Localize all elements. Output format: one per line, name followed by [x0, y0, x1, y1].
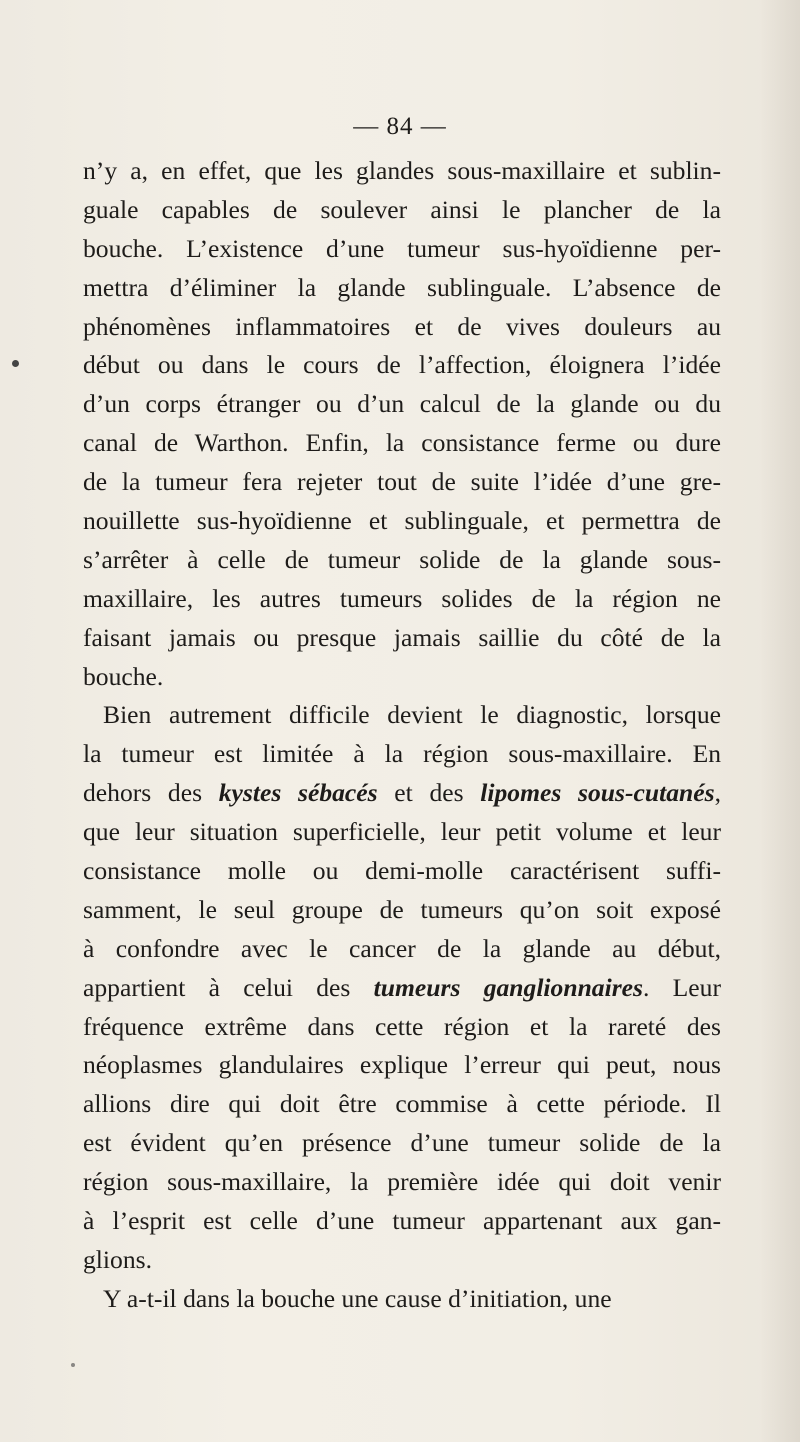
text-segment: néoplasmes glandulaires explique l’erreur qui peut, nous [83, 1050, 721, 1080]
page-edge-shadow [760, 0, 800, 1442]
text-line [83, 774, 721, 813]
text-segment: de la tumeur fera rejeter tout de suite l’idée d’une gre- [83, 467, 721, 497]
text-segment: samment, le seul groupe de tumeurs qu’on soit exposé [83, 894, 721, 924]
text-line [83, 191, 721, 230]
text-segment: Bien autrement difficile devient le diagnostic, lorsque [103, 700, 721, 730]
text-segment: appartient à celui des [83, 972, 374, 1002]
text-segment: n’y a, en effet, que les glandes sous-maxillaire et sublin- [83, 156, 721, 185]
text-line [83, 735, 721, 774]
text-segment: faisant jamais ou presque jamais saillie du côté de la [83, 622, 721, 652]
text-segment: Y a-t-il dans la bouche une cause d’initiation, une [103, 1283, 612, 1313]
text-segment: est évident qu’en présence d’une tumeur solide de la [83, 1128, 721, 1158]
text-line [83, 1046, 721, 1085]
text-segment: guale capables de soulever ainsi le plancher de la [83, 194, 721, 224]
text-segment: d’un corps étranger ou d’un calcul de la glande ou du [83, 389, 721, 419]
text-line [83, 424, 721, 463]
text-segment: dehors des [83, 778, 219, 808]
text-line [83, 346, 721, 385]
text-segment: maxillaire, les autres tumeurs solides de la région ne [83, 583, 721, 613]
text-segment: glions. [83, 1244, 152, 1274]
text-segment: s’arrêter à celle de tumeur solide de la glande sous- [83, 544, 721, 574]
ink-spot [71, 1363, 75, 1367]
text-line [83, 230, 721, 269]
text-segment: fréquence extrême dans cette région et la rareté des [83, 1011, 721, 1041]
text-segment: allions dire qui doit être commise à cette période. Il [83, 1089, 721, 1119]
text-segment: région sous-maxillaire, la première idée qui doit venir [83, 1167, 721, 1197]
text-line [83, 541, 721, 580]
text-line [83, 813, 721, 852]
text-line [83, 1280, 721, 1319]
text-line [83, 1202, 721, 1241]
text-line [83, 658, 721, 697]
text-line [83, 1241, 721, 1280]
text-line [83, 1085, 721, 1124]
page-number: — 84 — [353, 113, 447, 140]
text-segment: et des [377, 778, 481, 808]
text-line [83, 930, 721, 969]
text-line [83, 152, 721, 191]
text-line [83, 580, 721, 619]
body-text [83, 152, 721, 1319]
ink-spot [12, 360, 19, 367]
text-line [83, 852, 721, 891]
text-line [83, 385, 721, 424]
text-segment: canal de Warthon. Enfin, la consistance ferme ou dure [83, 428, 721, 458]
text-segment: . Leur [643, 972, 721, 1002]
text-segment: que leur situation superficielle, leur petit volume et leur [83, 817, 721, 847]
text-line [83, 463, 721, 502]
text-segment: bouche. [83, 661, 164, 691]
text-line [83, 308, 721, 347]
text-line [83, 1124, 721, 1163]
text-segment: nouillette sus-hyoïdienne et sublinguale, et permettra de [83, 506, 721, 536]
text-segment: consistance molle ou demi-molle caractérisent suffi- [83, 856, 721, 886]
text-line [83, 891, 721, 930]
text-segment: à l’esprit est celle d’une tumeur appartenant aux gan- [83, 1206, 721, 1236]
text-line [83, 502, 721, 541]
italic-term: kystes sébacés [218, 778, 378, 808]
text-segment: la tumeur est limitée à la région sous-maxillaire. En [83, 739, 721, 769]
text-line [83, 619, 721, 658]
text-line [83, 696, 721, 735]
text-segment: début ou dans le cours de l’affection, éloignera l’idée [83, 350, 721, 380]
text-segment: phénomènes inflammatoires et de vives douleurs au [83, 311, 721, 341]
text-line [83, 1008, 721, 1047]
text-line [83, 969, 721, 1008]
text-line [83, 269, 721, 308]
text-line [83, 1163, 721, 1202]
italic-term: tumeurs ganglionnaires [373, 972, 643, 1002]
text-segment: bouche. L’existence d’une tumeur sus-hyoïdienne per- [83, 233, 721, 263]
italic-term: lipomes sous-cutanés [480, 778, 715, 808]
text-segment: mettra d’éliminer la glande sublinguale. L’absence de [83, 272, 721, 302]
text-segment: à confondre avec le cancer de la glande au début, [83, 933, 721, 963]
text-segment: , [714, 778, 721, 808]
